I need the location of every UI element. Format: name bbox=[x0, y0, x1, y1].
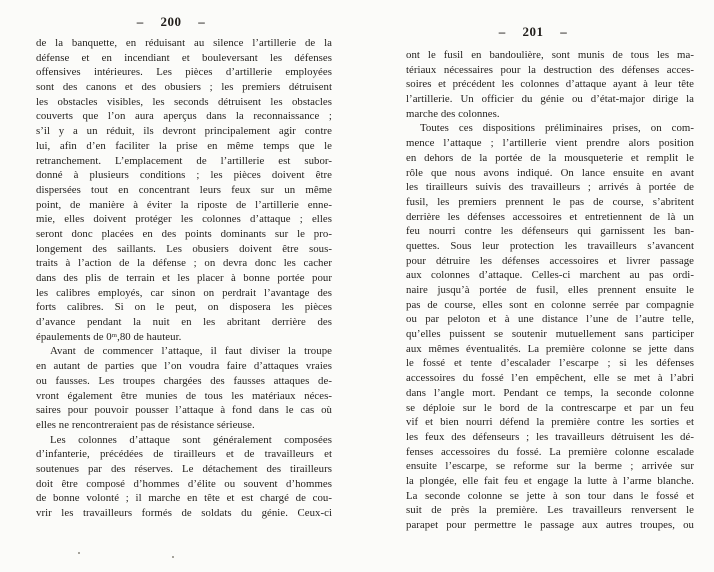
text-line: accessoires du fossé l’en empêchent, elle se met à l’abri bbox=[406, 372, 694, 385]
text-line: traits à l’action de la défense ; on devra donc les cacher bbox=[36, 257, 332, 270]
page-201 bbox=[406, 24, 694, 533]
text-line: en dehors de la portée de la mousqueterie et remplit le bbox=[406, 151, 694, 164]
text-line: donné à plusieurs conditions ; les pièces doivent être bbox=[36, 169, 332, 182]
text-line: de bonne volonté ; il marche en tête et est chargé de cou- bbox=[36, 492, 332, 505]
text-line: fusil, les premiers prennent le pas de course, s’abritent bbox=[406, 195, 694, 208]
text-line: soutenues par des réserves. Le détachement des tirailleurs bbox=[36, 462, 332, 475]
text-line: La seconde colonne se jette à son tour dans le fossé et bbox=[406, 489, 694, 502]
text-line: offensives intérieures. Les pièces d’artillerie employées bbox=[36, 66, 332, 79]
text-line: l’artillerie. Un officier du génie ou d’état-major dirige la bbox=[406, 93, 694, 106]
text-line: la plongée, elle fait feu et engage la lutte à l’arme blanche. bbox=[406, 474, 694, 487]
text-line: en autant de parties que l’on voudra faire d’attaques vraies bbox=[36, 360, 332, 373]
text-line: mence l’attaque ; l’artillerie vient prendre alors position bbox=[406, 137, 694, 150]
text-line: forts calibres. Si on le peut, on disposera les pièces bbox=[36, 301, 332, 314]
page-text-block-right bbox=[406, 48, 694, 533]
text-line: aux colonnes d’attaque. Celles-ci marchent au pas ordi- bbox=[406, 269, 694, 282]
text-line: point, de manière à éviter la riposte de l’artillerie enne- bbox=[36, 198, 332, 211]
text-line: ou fausses. Les troupes chargées des fausses attaques de- bbox=[36, 374, 332, 387]
text-line: s’il y a un réduit, ils devront principalement agir contre bbox=[36, 125, 332, 138]
text-line: saires pour pouvoir pousser l’attaque à fond dans le cas où bbox=[36, 404, 332, 417]
text-line: vif et bien nourri défend la première contre les sorties et bbox=[406, 416, 694, 429]
text-line: suit de près la première. Les travailleurs renversent le bbox=[406, 504, 694, 517]
text-line: lui, afin d’en faciliter la prise en même temps que le bbox=[36, 139, 332, 152]
scan-speck bbox=[172, 556, 174, 558]
text-line: d’infanterie, précédées de tirailleurs et de travailleurs et bbox=[36, 448, 332, 461]
text-line: Avant de commencer l’attaque, il faut diviser la troupe bbox=[50, 345, 332, 358]
text-line: pour détruire les défenses accessoires et livrer passage bbox=[406, 254, 694, 267]
text-line: doit être composé d’hommes d’élite ou souvent d’hommes bbox=[36, 477, 332, 490]
text-line: couverts que l’on aura aperçus dans la reconnaissance ; bbox=[36, 110, 332, 123]
text-line: rôle que nous avons indiqué. On lance ensuite en avant bbox=[406, 166, 694, 179]
text-line: vrir les travailleurs formés de soldats du génie. Ceux-ci bbox=[36, 507, 332, 519]
text-line: sont des canons et des obusiers ; les premiers détruisent bbox=[36, 81, 332, 94]
text-line: derrière les défenses accessoires et entretiennent de là un bbox=[406, 210, 694, 223]
text-line: les obstacles visibles, les seconds détruisent les obstacles bbox=[36, 95, 332, 108]
text-line: quettes. Sous leur protection les travailleurs s’avancent bbox=[406, 239, 694, 252]
page-text-block-left bbox=[36, 36, 332, 521]
text-line: aux mêmes éventualités. La première colonne se jette dans bbox=[406, 342, 694, 355]
text-line: le fossé et tente d’escalader l’escarpe ; si les défenses bbox=[406, 357, 694, 370]
text-line: épaulements de 0ᵐ,80 de hauteur. bbox=[36, 330, 182, 343]
page-200 bbox=[36, 14, 332, 521]
page-number-header-left: – 200 – bbox=[136, 14, 206, 29]
scan-speck bbox=[78, 552, 80, 554]
page-number-header-right: – 201 – bbox=[498, 24, 568, 39]
text-line: vront également être munies de tous les matériaux néces- bbox=[36, 389, 332, 402]
text-line: pas de course, elles sont en colonne serrée par compagnie bbox=[406, 298, 694, 311]
text-line: dans l’angle mort. Pendant ce temps, la seconde colonne bbox=[406, 386, 694, 399]
text-line: mie, elles doivent protéger les colonnes d’attaque ; elles bbox=[36, 213, 332, 226]
text-line: retranchement. L’emplacement de l’artillerie est subor- bbox=[36, 154, 332, 167]
text-line: se déploie sur le bord de la contrescarpe et par un feu bbox=[406, 401, 694, 414]
text-line: les feux des défenseurs ; les travailleurs détruisent les dé- bbox=[406, 430, 694, 443]
text-line: d’avance pendant la nuit en les abritant derrière des bbox=[36, 316, 332, 329]
text-line: de la banquette, en réduisant au silence l’artillerie de la bbox=[36, 37, 332, 49]
text-line: fenses accessoires du fossé. La première colonne escalade bbox=[406, 445, 694, 458]
text-line: parapet pour permettre le passage aux autres troupes, ou bbox=[406, 519, 694, 531]
text-line: Les colonnes d’attaque sont généralement composées bbox=[50, 433, 332, 446]
text-line: marche des colonnes. bbox=[406, 107, 500, 120]
text-line: Toutes ces dispositions préliminaires prises, on com- bbox=[420, 122, 694, 135]
text-line: feu nourri contre les défenseurs qui garnissent les ban- bbox=[406, 225, 694, 238]
text-line: défense et en incendiant et bouleversant les défenses bbox=[36, 51, 332, 64]
text-line: les tirailleurs suivis des travailleurs ; arrivés à portée de bbox=[406, 181, 694, 194]
text-line: seront donc placées en des points dominants sur le pro- bbox=[36, 227, 332, 240]
text-line: elles ne rencontreraient pas de résistance sérieuse. bbox=[36, 418, 255, 431]
text-line: dispersées tout en concentrant leurs feux sur un même bbox=[36, 183, 332, 196]
text-line: longement des saillants. Les obusiers doivent être sous- bbox=[36, 242, 332, 255]
text-line: ensuite l’escarpe, se reforme sur la berme ; arrivée sur bbox=[406, 460, 694, 473]
text-line: ont le fusil en bandoulière, sont munis de tous les ma- bbox=[406, 49, 694, 61]
text-line: qu’elles puissent se soutenir mutuellement sans participer bbox=[406, 328, 694, 341]
text-line: naire jusqu’à portée de fusil, elles prennent ensuite le bbox=[406, 284, 694, 296]
text-line: soires et précédent les colonnes d’attaque ayant à leur tête bbox=[406, 78, 694, 91]
text-line: les calibres employés, car sinon on perdrait l’avantage des bbox=[36, 286, 332, 299]
text-line: ou par peloton et à une distance l’une de l’autre telle, bbox=[406, 313, 694, 326]
text-line: tériaux nécessaires pour la destruction des défenses acces- bbox=[406, 63, 694, 76]
text-line: dans des plis de terrain et les placer à bonne portée pour bbox=[36, 272, 332, 284]
